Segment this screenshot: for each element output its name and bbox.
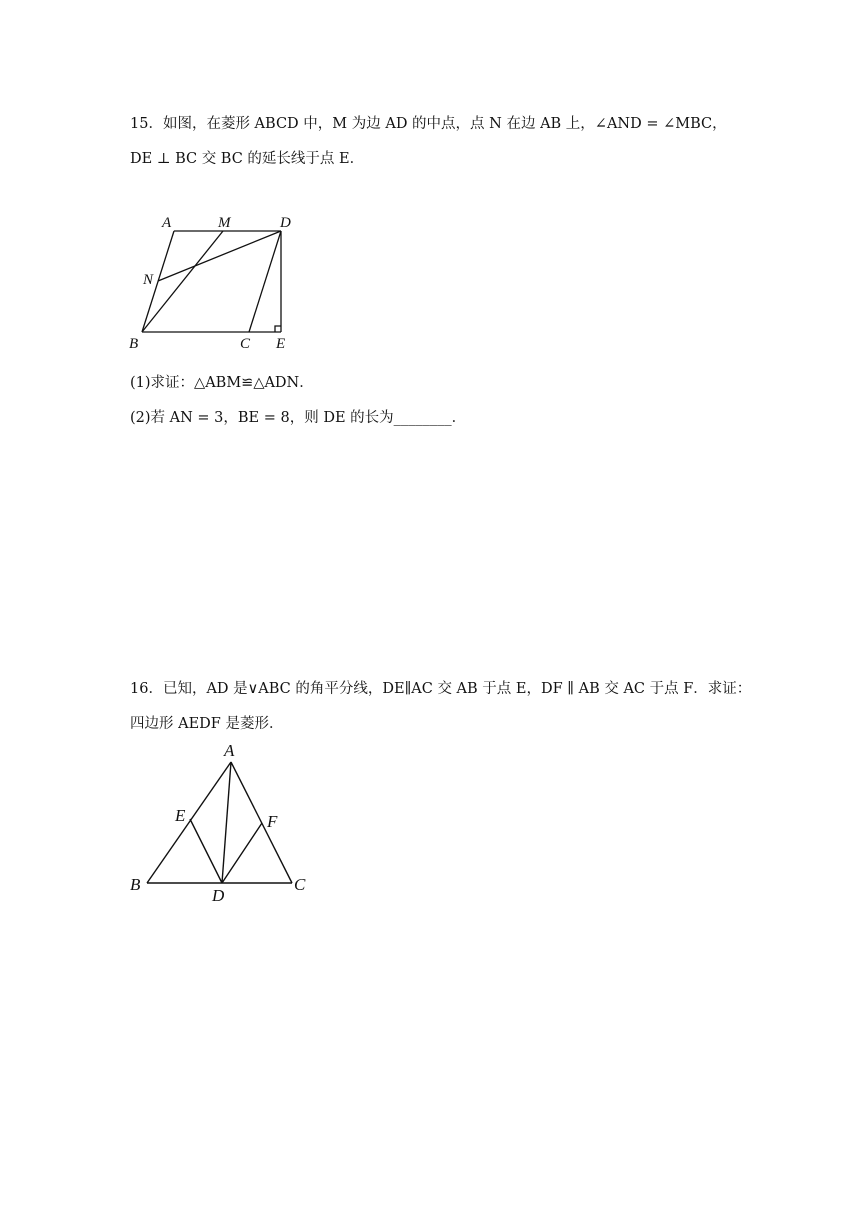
q16-label-B: B xyxy=(130,875,141,894)
q15-part2: (2)若 AN = 3，BE = 8，则 DE 的长为________． xyxy=(130,410,467,426)
q15-label-C: C xyxy=(240,336,251,352)
q15-label-B: B xyxy=(129,336,139,352)
q15-label-E: E xyxy=(276,336,286,352)
q16-line2: 四边形 AEDF 是菱形． xyxy=(130,716,284,732)
q16-line1: 16．已知，AD 是∨ABC 的角平分线，DE∥AC 交 AB 于点 E，DF ∥ AB 交 AC 于点 F．求证： xyxy=(130,681,752,697)
q15-label-D: D xyxy=(280,215,291,231)
q16-label-F: F xyxy=(267,812,278,831)
q15-rhombus-figure xyxy=(125,208,310,353)
q15-label-A: A xyxy=(162,215,172,231)
q16-triangle-figure xyxy=(125,738,315,908)
q16-label-C: C xyxy=(294,875,306,894)
q15-line2: DE ⊥ BC 交 BC 的延长线于点 E． xyxy=(130,151,365,167)
q16-label-E: E xyxy=(175,806,186,825)
q15-part1: (1)求证：△ABM≌△ADN． xyxy=(130,375,314,391)
q15-line1: 15．如图，在菱形 ABCD 中，M 为边 AD 的中点，点 N 在边 AB 上，∠AND = ∠MBC， xyxy=(130,116,727,132)
q15-label-N: N xyxy=(143,272,154,288)
q16-label-D: D xyxy=(212,886,225,905)
q15-label-M: M xyxy=(218,215,231,231)
q16-label-A: A xyxy=(224,741,235,760)
